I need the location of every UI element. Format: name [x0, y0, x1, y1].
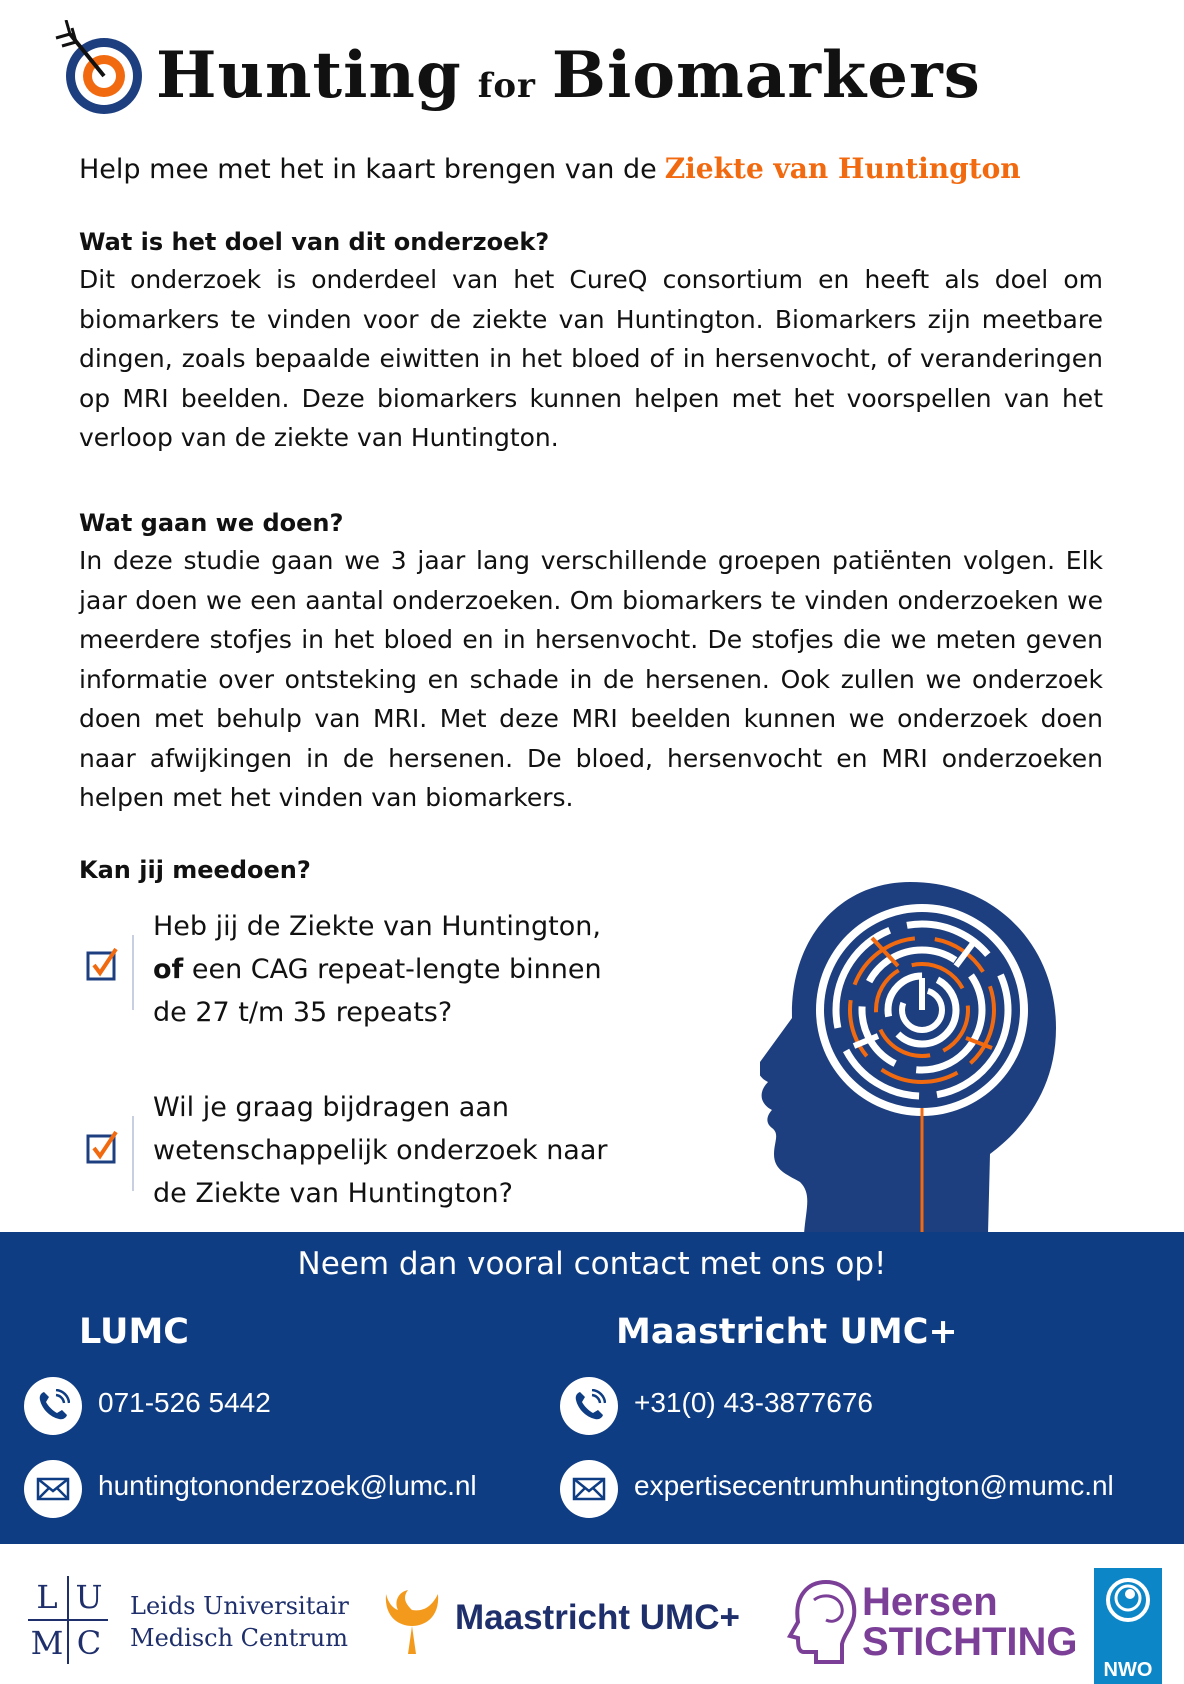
- checklist-line: een CAG repeat-lengte binnen: [183, 954, 602, 985]
- checklist-text: [153, 1086, 713, 1215]
- mail-icon: [560, 1460, 618, 1518]
- subtitle-text: Help mee met het in kaart brengen van de: [79, 154, 657, 185]
- mail-icon: [24, 1460, 82, 1518]
- mumc-logo-icon: [380, 1584, 444, 1656]
- lumc-letter: L: [36, 1578, 58, 1616]
- checklist-item: [86, 905, 686, 1035]
- phone-number: +31(0) 43-3877676: [634, 1387, 873, 1418]
- title-hunting: Hunting: [156, 38, 462, 113]
- phone-number: 071-526 5442: [98, 1387, 271, 1418]
- checklist-line: wetenschappelijk onderzoek naar: [153, 1135, 608, 1166]
- checkbox-checked-icon: [86, 947, 120, 981]
- nwo-label: NWO: [1103, 1659, 1153, 1681]
- checklist-line: de 27 t/m 35 repeats?: [153, 997, 453, 1028]
- lumc-line1: Leids Universitair: [130, 1592, 349, 1620]
- header: [52, 18, 1152, 128]
- lumc-logo-text: [130, 1590, 349, 1654]
- target-arrow-icon: [52, 20, 152, 120]
- lumc-letter: U: [75, 1578, 103, 1616]
- lumc-letter: M: [30, 1624, 64, 1662]
- org-maastricht: Maastricht UMC+: [616, 1312, 958, 1352]
- checklist-text: [153, 905, 713, 1034]
- section-body: In deze studie gaan we 3 jaar lang verschillende groepen patiënten volgen. Elk jaar doen we een aantal onderzoeken. Om biomarkers te vinden onderzoeken we meerdere stofjes in het bloed en in hersenvocht. De stofjes die we meten geven informatie over ontsteking en schade in de hersenen. Ook zullen we onderzoek doen met behulp van MRI. Met deze MRI beelden kunnen we onderzoek doen naar afwijkingen in de hersenen. De bloed, hersenvocht en MRI onderzoeken helpen met het vinden van biomarkers.: [79, 546, 1103, 812]
- email-address: expertisecentrumhuntington@mumc.nl: [634, 1470, 1114, 1501]
- hersen-line1: Hersen: [862, 1580, 998, 1624]
- footer-logos: [0, 1560, 1184, 1684]
- checkbox-checked-icon: [86, 1130, 120, 1164]
- checklist-line: Wil je graag bijdragen aan: [153, 1092, 510, 1123]
- checklist-line: Heb jij de Ziekte van Huntington,: [153, 911, 601, 942]
- nwo-swirl-icon: [1104, 1574, 1152, 1634]
- phone-icon: [560, 1377, 618, 1435]
- hersenstichting-head-icon: [786, 1578, 858, 1664]
- subtitle: [79, 152, 1021, 185]
- contact-cta: Neem dan vooral contact met ons op!: [297, 1246, 887, 1282]
- section-goal: [79, 228, 1103, 458]
- divider: [132, 935, 134, 1010]
- phone-icon: [24, 1377, 82, 1435]
- checklist-bold: of: [153, 954, 184, 985]
- contact-band: [0, 1232, 1184, 1544]
- section-heading: Wat gaan we doen?: [79, 509, 344, 537]
- checklist-line: de Ziekte van Huntington?: [153, 1178, 513, 1209]
- mumc-logo-text: Maastricht UMC+: [455, 1598, 740, 1637]
- section-plan: [79, 509, 1103, 818]
- divider: [132, 1116, 134, 1191]
- subtitle-highlight: Ziekte van Huntington: [664, 152, 1021, 185]
- org-lumc: LUMC: [79, 1312, 189, 1352]
- lumc-letter: C: [76, 1624, 102, 1662]
- page-title: [156, 38, 981, 113]
- lumc-logo-mark: [28, 1576, 108, 1664]
- section-heading: Wat is het doel van dit onderzoek?: [79, 228, 550, 256]
- head-maze-illustration: [760, 878, 1060, 1234]
- email-address: huntingtononderzoek@lumc.nl: [98, 1470, 477, 1501]
- title-biomarkers: Biomarkers: [551, 38, 981, 113]
- section-heading-participate: Kan jij meedoen?: [79, 856, 311, 884]
- nwo-logo: [1094, 1568, 1162, 1684]
- hersen-line2: STICHTING: [862, 1620, 1078, 1664]
- divider: [28, 1619, 108, 1621]
- title-for: for: [477, 66, 536, 106]
- checklist-item: [86, 1086, 686, 1216]
- lumc-line2: Medisch Centrum: [130, 1624, 349, 1652]
- hersenstichting-logo-text: [862, 1582, 1078, 1662]
- section-body: Dit onderzoek is onderdeel van het CureQ consortium en heeft als doel om biomarkers te vinden voor de ziekte van Huntington. Biomarkers zijn meetbare dingen, zoals bepaalde eiwitten in het bloed of in hersenvocht, of veranderingen op MRI beelden. Deze biomarkers kunnen helpen met het voorspellen van het verloop van de ziekte van Huntington.: [79, 265, 1103, 452]
